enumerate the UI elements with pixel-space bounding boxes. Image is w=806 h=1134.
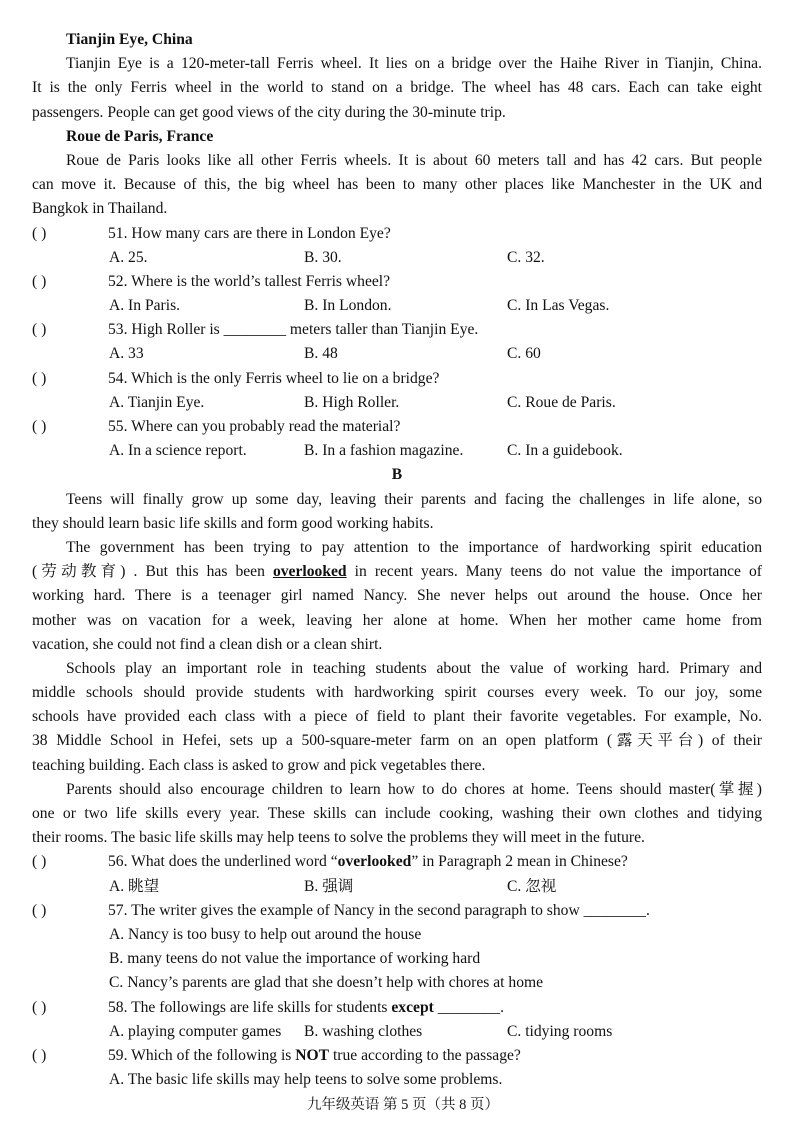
question-stem: 57. The writer gives the example of Nancy in the second paragraph to show ________. <box>108 901 650 919</box>
paragraph-line: Roue de Paris looks like all other Ferris wheels. It is about 60 meters tall and has 42 cars. But people <box>66 151 762 169</box>
answer-blank[interactable]: ( ) <box>32 853 47 871</box>
question-stem: true according to the passage? <box>329 1046 521 1064</box>
question-58 <box>32 996 762 1020</box>
paragraph-line: The government has been trying to pay attention to the importance of hardworking spirit education <box>66 538 762 556</box>
section-heading-b: B <box>391 466 403 484</box>
option-b: B. washing clothes <box>304 1022 423 1040</box>
question-stem: 51. How many cars are there in London Eye? <box>108 224 391 242</box>
paragraph-line: can move it. Because of this, the big wheel has been to many other places like Manchester in the UK and <box>32 176 762 194</box>
paragraph-line: mother was on vacation for a week, leaving her alone at home. When her mother came home from <box>32 611 762 629</box>
option-a: A. playing computer games <box>109 1022 282 1040</box>
question-53-options <box>32 342 762 366</box>
question-52-options <box>32 294 762 318</box>
paragraph-line: they should learn basic life skills and form good working habits. <box>32 514 434 532</box>
paragraph-line <box>32 560 762 584</box>
option-b: B. 30. <box>304 248 342 266</box>
question-58-options <box>32 1020 762 1044</box>
question-stem: 58. The followings are life skills for students <box>108 998 392 1016</box>
text-span: (劳动教育) . But this has been <box>32 563 273 581</box>
option-c: C. In a guidebook. <box>507 442 623 460</box>
question-55-options <box>32 439 762 463</box>
paragraph-line: vacation, she could not find a clean dish or a clean shirt. <box>32 635 383 653</box>
question-56-options <box>32 875 762 899</box>
passage-title-tianjin: Tianjin Eye, China <box>66 31 193 48</box>
option-a: A. In a science report. <box>109 442 247 460</box>
question-51-options <box>32 246 762 270</box>
answer-blank[interactable]: ( ) <box>32 901 47 919</box>
question-stem: ” in Paragraph 2 mean in Chinese? <box>411 853 628 871</box>
paragraph-line: Tianjin Eye is a 120-meter-tall Ferris wheel. It lies on a bridge over the Haihe River in Tianjin, China. <box>66 55 762 73</box>
option-c: C. Nancy’s parents are glad that she doesn’t help with chores at home <box>109 974 544 992</box>
option-a: A. The basic life skills may help teens to solve some problems. <box>109 1071 503 1089</box>
underlined-word: overlooked <box>272 563 347 581</box>
option-b: B. many teens do not value the importance of working hard <box>109 950 481 968</box>
paragraph-line: Bangkok in Thailand. <box>32 200 168 218</box>
option-a: A. Tianjin Eye. <box>109 393 205 411</box>
option-b: B. In a fashion magazine. <box>304 442 464 460</box>
question-stem: 59. Which of the following is <box>108 1046 296 1064</box>
option-c: C. Roue de Paris. <box>507 393 616 411</box>
option-a: A. 眺望 <box>109 877 160 895</box>
option-c: C. 60 <box>507 345 541 363</box>
paragraph-line: passengers. People can get good views of the city during the 30-minute trip. <box>32 103 506 121</box>
question-stem: 54. Which is the only Ferris wheel to lie on a bridge? <box>108 369 440 387</box>
option-c: C. tidying rooms <box>507 1022 613 1040</box>
paragraph-line: Parents should also encourage children to learn how to do chores at home. Teens should master(掌握) <box>66 780 762 798</box>
option-c: C. 忽视 <box>507 877 557 895</box>
question-stem: 52. Where is the world’s tallest Ferris wheel? <box>108 272 391 290</box>
question-51 <box>32 222 762 246</box>
paragraph-line: It is the only Ferris wheel in the world to stand on a bridge. The wheel has 48 cars. Each can take eight <box>32 79 762 97</box>
question-stem: 55. Where can you probably read the material? <box>108 418 401 435</box>
paragraph-line: schools have provided each class with a piece of field to plant their favorite vegetables. For example, No. <box>32 708 762 726</box>
option-a: A. 25. <box>109 248 148 266</box>
question-stem: 56. What does the underlined word “ <box>108 853 338 871</box>
option-b: B. In London. <box>304 297 392 315</box>
paragraph-line: teaching building. Each class is asked to grow and pick vegetables there. <box>32 756 486 774</box>
option-a: A. Nancy is too busy to help out around the house <box>109 925 422 943</box>
answer-blank[interactable]: ( ) <box>32 272 47 290</box>
question-55 <box>32 415 762 439</box>
option-c: C. In Las Vegas. <box>507 297 610 315</box>
answer-blank[interactable]: ( ) <box>32 321 47 339</box>
answer-blank[interactable]: ( ) <box>32 418 47 435</box>
question-54-options <box>32 391 762 415</box>
question-53 <box>32 318 762 342</box>
page-footer: 九年级英语 第 5 页（共 8 页） <box>306 1097 500 1113</box>
paragraph-line: Teens will finally grow up some day, leaving their parents and facing the challenges in life alone, so <box>66 490 762 508</box>
bold-word: except <box>391 998 434 1016</box>
question-59 <box>32 1044 762 1068</box>
question-54 <box>32 367 762 391</box>
passage-title-roue: Roue de Paris, France <box>66 127 214 145</box>
bold-word: overlooked <box>337 853 412 871</box>
answer-blank[interactable]: ( ) <box>32 369 47 387</box>
paragraph-line: working hard. There is a teenager girl named Nancy. She never helps out around the house. Once her <box>32 587 762 605</box>
paragraph-line: one or two life skills every year. These skills can include cooking, washing their own clothes and tidying <box>32 805 762 822</box>
paragraph-line: Schools play an important role in teaching students about the value of working hard. Primary and <box>66 659 762 677</box>
option-a: A. 33 <box>109 345 144 363</box>
question-stem: ________. <box>433 998 504 1016</box>
question-52 <box>32 270 762 294</box>
option-a: A. In Paris. <box>109 297 181 315</box>
bold-word: NOT <box>295 1046 330 1064</box>
answer-blank[interactable]: ( ) <box>32 1046 47 1064</box>
answer-blank[interactable]: ( ) <box>32 998 47 1016</box>
option-b: B. 48 <box>304 345 338 363</box>
option-c: C. 32. <box>507 248 545 266</box>
paragraph-line: 38 Middle School in Hefei, sets up a 500-square-meter farm on an open platform (露天平台) of their <box>32 732 762 750</box>
question-56 <box>32 850 762 874</box>
option-b: B. High Roller. <box>304 393 400 411</box>
answer-blank[interactable]: ( ) <box>32 224 47 242</box>
question-stem: 53. High Roller is ________ meters taller than Tianjin Eye. <box>108 321 479 339</box>
option-b: B. 强调 <box>304 877 354 895</box>
exam-page <box>32 28 762 1092</box>
text-span: in recent years. Many teens do not value the importance of <box>346 563 762 581</box>
question-57 <box>32 899 762 923</box>
paragraph-line: middle schools should provide students with hardworking spirit courses every week. To our joy, some <box>32 684 762 702</box>
paragraph-line: their rooms. The basic life skills may help teens to solve the problems they will meet in the future. <box>32 829 645 847</box>
